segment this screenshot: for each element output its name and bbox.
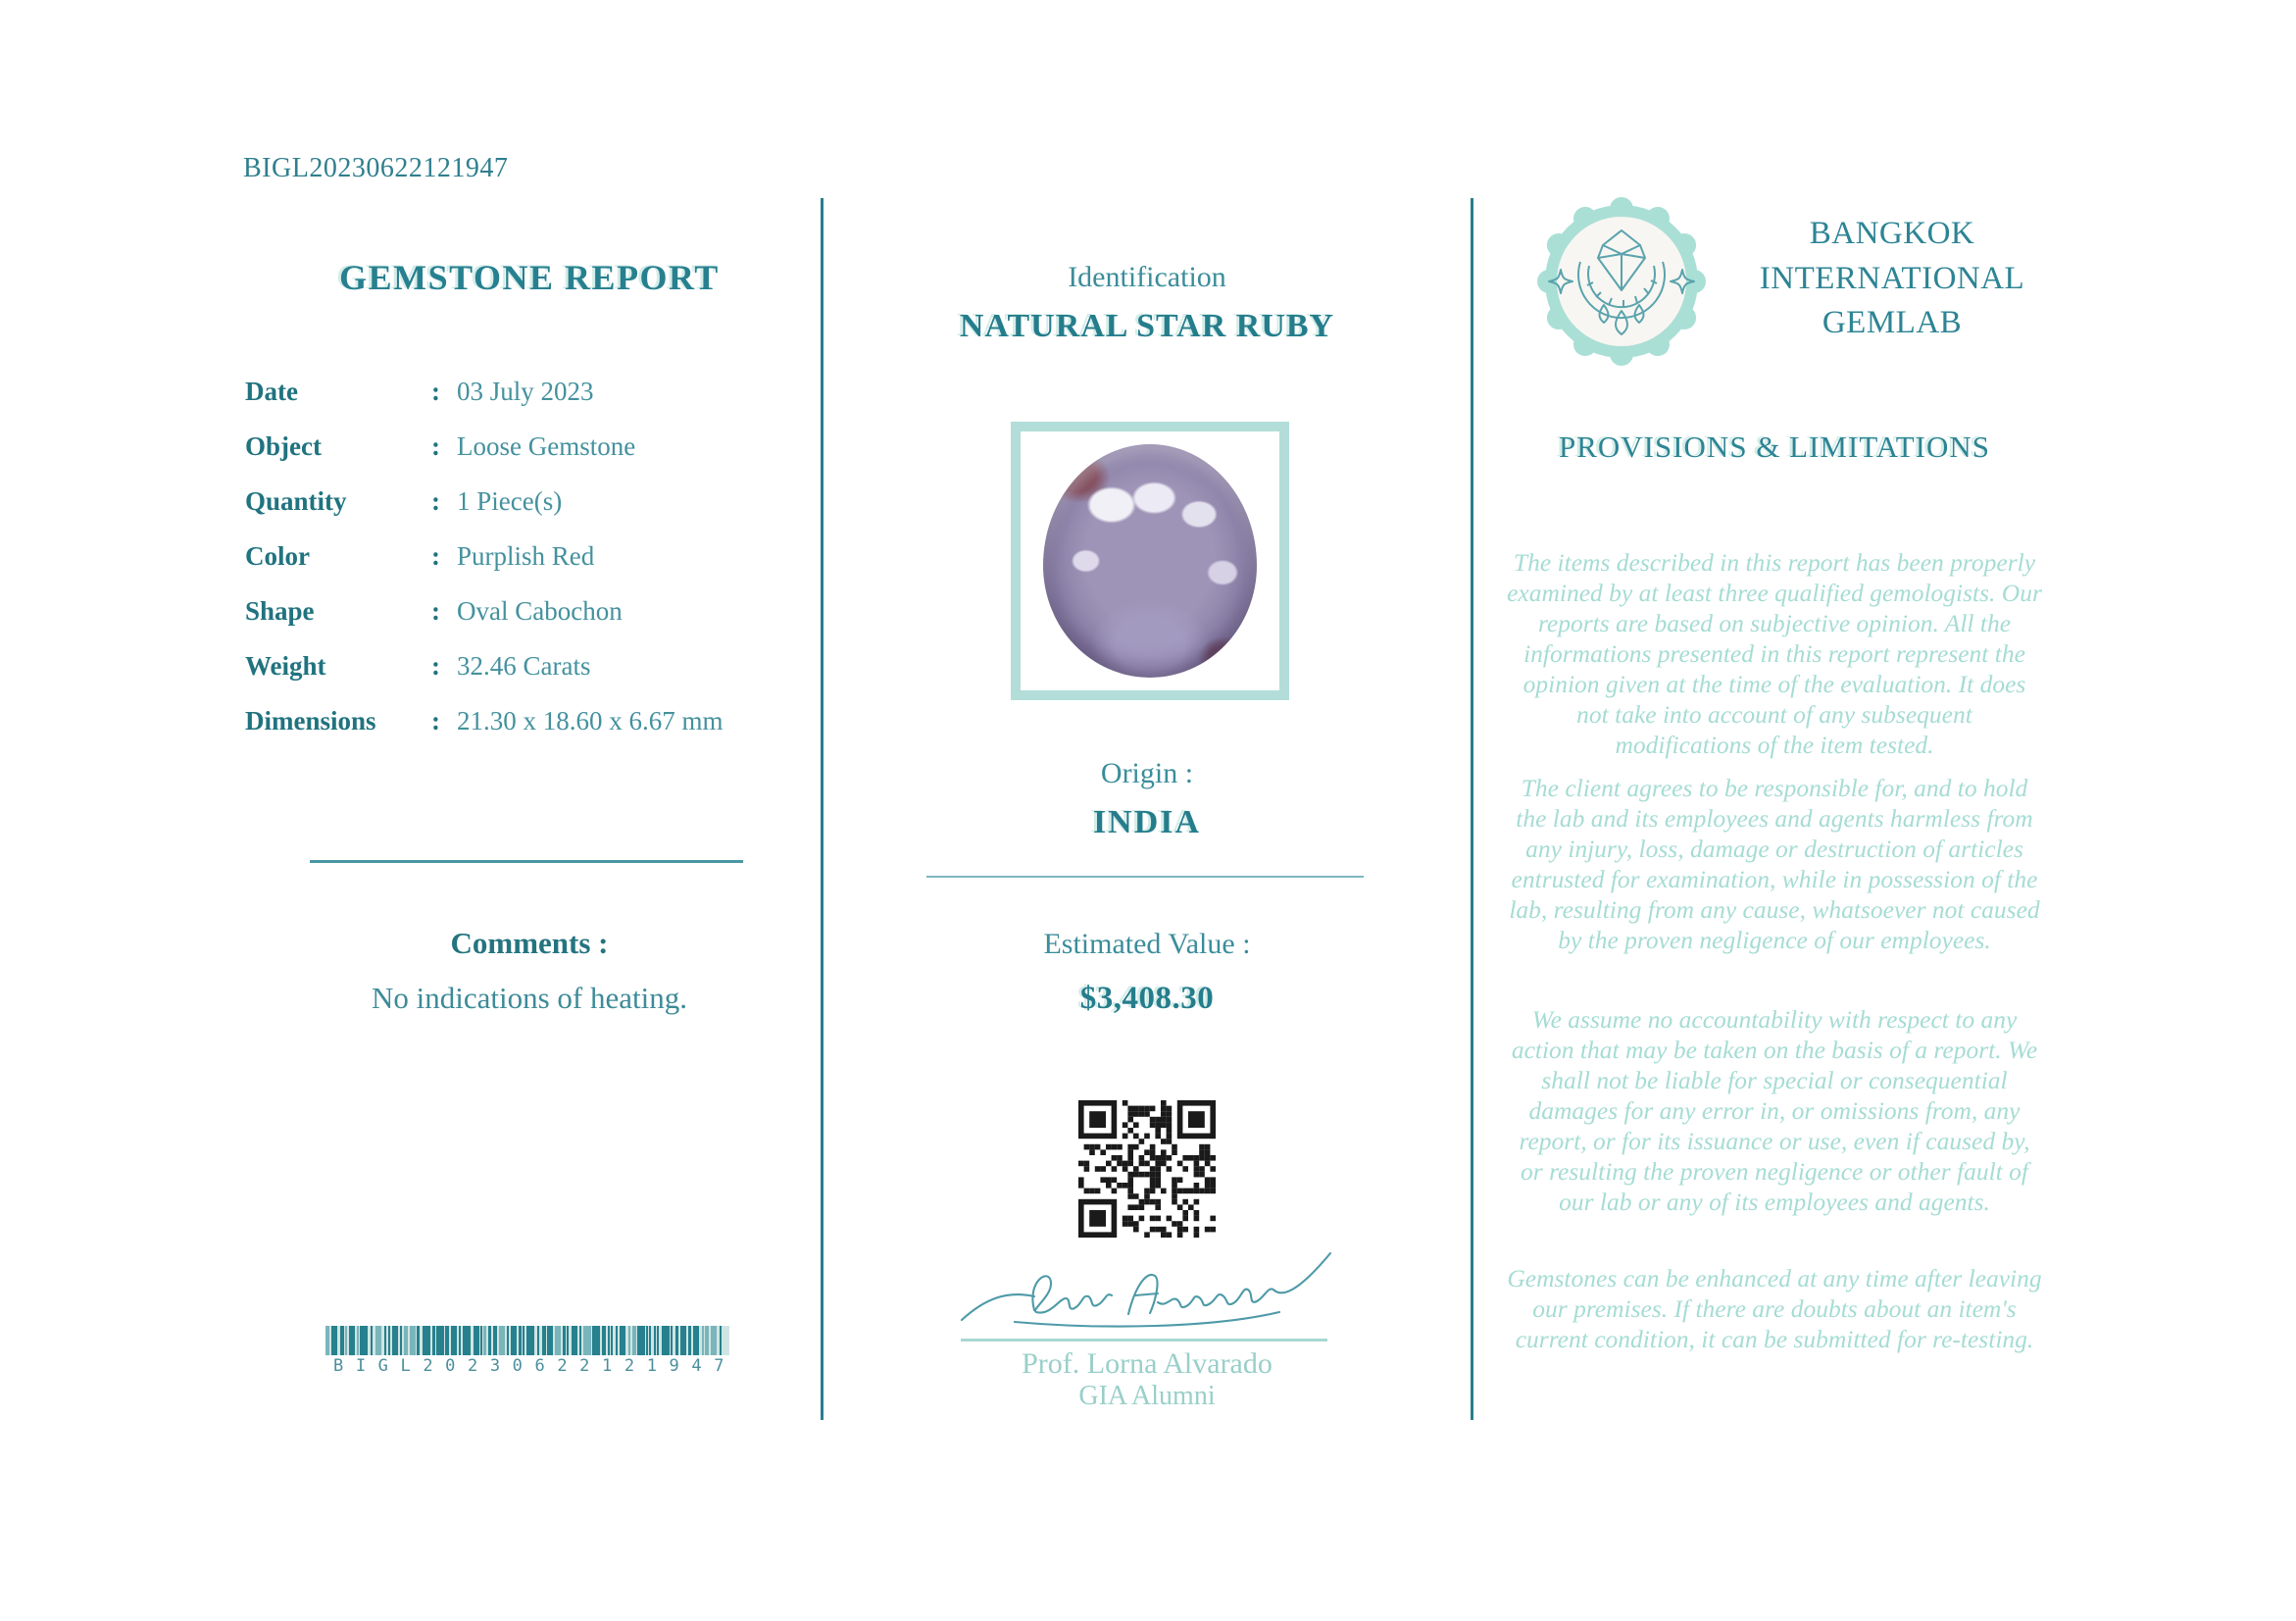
- gemstone-fields-table: [245, 377, 822, 761]
- lab-name-line: BANGKOK: [1809, 216, 1975, 251]
- field-label: Dimensions: [245, 706, 376, 735]
- field-separator: :: [431, 541, 440, 571]
- identification-heading: Identification: [1068, 261, 1226, 293]
- field-row-color: [245, 541, 822, 596]
- field-row-date: [245, 377, 822, 431]
- origin-value: INDIA: [1092, 804, 1202, 840]
- gemlab-logo-icon: [1537, 197, 1706, 366]
- estimated-value-heading: Estimated Value :: [1043, 928, 1251, 960]
- field-label: Date: [245, 377, 298, 406]
- estimated-value-amount: $3,408.30: [1079, 981, 1215, 1016]
- field-value: Purplish Red: [457, 541, 595, 571]
- signatory-name: Prof. Lorna Alvarado: [1022, 1347, 1273, 1380]
- left-section-divider: [310, 860, 743, 863]
- field-row-weight: [245, 651, 822, 706]
- field-value: 03 July 2023: [457, 377, 594, 406]
- provisions-heading: PROVISIONS & LIMITATIONS: [1558, 430, 1991, 464]
- field-separator: :: [431, 431, 440, 461]
- field-separator: :: [431, 706, 440, 735]
- provisions-paragraph: The items described in this report has been properly examined by at least three qualified gemologists. Our reports are based on subjective opinion. All the informations presented in this report represent the opinion given at the time of the evaluation. It does not take into account of any subsequent modifications of the item tested.: [1507, 547, 2042, 760]
- field-separator: :: [431, 377, 440, 406]
- center-section-divider: [926, 876, 1364, 878]
- signatory-credential: GIA Alumni: [1078, 1381, 1216, 1411]
- signature-underline: [961, 1339, 1327, 1342]
- comments-text: No indications of heating.: [372, 981, 687, 1015]
- lab-name: [1716, 212, 2069, 346]
- field-row-object: [245, 431, 822, 486]
- qr-code: [1078, 1100, 1216, 1238]
- report-barcode: [325, 1326, 729, 1355]
- lab-name-line: GEMLAB: [1822, 305, 1963, 341]
- barcode-caption: BIGL20230622121947: [333, 1356, 737, 1376]
- field-row-shape: [245, 596, 822, 651]
- lab-name-line: INTERNATIONAL: [1759, 260, 2025, 296]
- field-label: Color: [245, 541, 310, 571]
- field-label: Object: [245, 431, 322, 461]
- field-value: 21.30 x 18.60 x 6.67 mm: [457, 706, 724, 735]
- field-value: 1 Piece(s): [457, 486, 563, 516]
- comments-heading: Comments :: [450, 926, 609, 960]
- field-separator: :: [431, 486, 440, 516]
- field-value: Oval Cabochon: [457, 596, 623, 626]
- field-label: Weight: [245, 651, 326, 681]
- field-label: Shape: [245, 596, 315, 626]
- column-divider-right: [1471, 198, 1473, 1420]
- origin-heading: Origin :: [1100, 757, 1194, 789]
- field-row-dimensions: [245, 706, 822, 761]
- gemstone-photo-frame: [1011, 422, 1289, 700]
- provisions-paragraph: The client agrees to be responsible for, and to hold the lab and its employees and agents harmless from any injury, loss, damage or destruction of articles entrusted for examination, while in possession of the lab, resulting from any cause, whatsoever not caused by the proven negligence of our employees.: [1509, 773, 2040, 955]
- gemstone-report-title: GEMSTONE REPORT: [339, 258, 720, 297]
- field-label: Quantity: [245, 486, 347, 516]
- field-row-quantity: [245, 486, 822, 541]
- field-value: Loose Gemstone: [457, 431, 636, 461]
- gemstone-photo: [1043, 444, 1257, 678]
- field-separator: :: [431, 596, 440, 626]
- gem-identification-name: NATURAL STAR RUBY: [959, 308, 1335, 344]
- field-separator: :: [431, 651, 440, 681]
- provisions-paragraph: We assume no accountability with respect to any action that may be taken on the basis of a report. We shall not be liable for special or consequential damages for any error in, or omissions from, any report, or for its issuance or use, even if caused by, or resulting the proven negligence or other fault of our lab or any of its employees and agents.: [1511, 1004, 2038, 1217]
- report-number: BIGL20230622121947: [243, 153, 509, 183]
- provisions-paragraph: Gemstones can be enhanced at any time after leaving our premises. If there are doubts about an item's current condition, it can be submitted for re-testing.: [1507, 1263, 2042, 1353]
- field-value: 32.46 Carats: [457, 651, 591, 681]
- signature-image: [956, 1243, 1343, 1342]
